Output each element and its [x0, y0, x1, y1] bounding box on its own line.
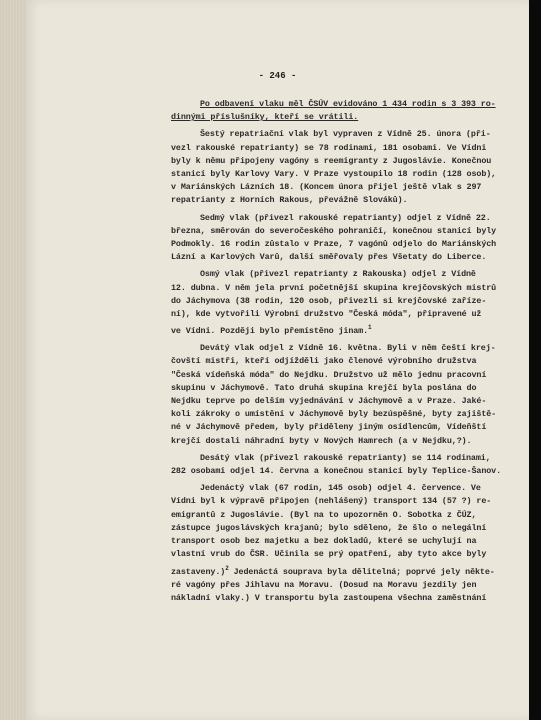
text-line: Vídni byl k výpravě připojen (nehlášený) transport 134 (57 ?) re-	[171, 496, 492, 507]
text-line: čovští mistři, kteří odjížděli jako členové výrobního družstva	[171, 356, 477, 367]
text-line: Desátý vlak (přivezl rakouské repatrianty) se 114 rodinami,	[200, 452, 491, 463]
heading-line: dinnými příslušníky, kteří se vrátili.	[171, 112, 359, 123]
text-line: Osmý vlak (přivezl repatrianty z Rakouska) odjel z Vídně	[200, 269, 476, 280]
text-line: Šestý repatriační vlak byl vypraven z Vídně 25. února (při-	[200, 129, 491, 140]
text-line: ré vagóny přes Jihlavu na Moravu. (Dosud na Moravu jezdily jen	[171, 579, 477, 590]
text-line: v Mariánských Lázních 18. (Koncem února přijel ještě vlak s 297	[171, 182, 482, 193]
paragraph-10th-train	[171, 452, 541, 478]
page-stack-edge	[0, 0, 26, 720]
text-run: zastaveny.)	[171, 566, 226, 577]
text-line	[171, 562, 541, 579]
text-line: byly k němu připojeny vagóny s reemigranty z Jugoslávie. Konečnou	[171, 155, 492, 166]
document-page	[26, 0, 529, 720]
text-line: Devátý vlak odjel z Vídně 16. května. Byli v něm čeští krej-	[200, 343, 496, 354]
paragraph-11th-train	[171, 482, 541, 605]
paragraph-8th-train	[171, 268, 541, 338]
text-line: stanicí byly Karlovy Vary. V Praze vystoupilo 18 rodin (128 osob),	[171, 169, 497, 180]
text-line: krejčí dostali náhradní byty v Nových Hamrech (a v Nejdku,?).	[171, 435, 472, 446]
text-line: né v Jáchymově předem, byly přiděleny jiným osídlencům, Vídeňští	[171, 422, 487, 433]
text-line: koli zákroky o umístění v Jáchymově byly bezúspěšné, byty zajiště-	[171, 409, 497, 420]
text-line: Podmokly. 16 rodin zůstalo v Praze, 7 vagónů odjelo do Mariánských	[171, 239, 497, 250]
text-line: vlastní vrub do ČSR. Učinila se prý opatření, aby tyto akce byly	[171, 549, 487, 560]
text-line	[171, 321, 541, 338]
text-line: transport osob bez majetku a bez dokladů, které se uchylují na	[171, 536, 477, 547]
paragraph-7th-train	[171, 212, 541, 265]
text-line: vezl rakouské repatrianty) se 78 rodinami, 181 osobami. Ve Vídni	[171, 142, 487, 153]
text-line: zástupce jugoslávských krajanů; bylo sděleno, že šlo o nelegální	[171, 522, 487, 533]
text-line: "Česká vídeňská móda" do Nejdku. Družstvo už mělo jednu pracovní	[171, 369, 487, 380]
text-line: emigrantů z Jugoslávie. (Byl na to upozorněn O. Sobotka z ČÚZ,	[171, 509, 477, 520]
text-line: repatrianty z Horních Rakous, převážně Slováků).	[171, 195, 408, 206]
heading-line: Po odbavení vlaku měl ČSÚV evidováno 1 434 rodin s 3 393 ro-	[200, 99, 496, 109]
text-line: Nejdku teprve po delším vyjednávání v Jáchymově a v Praze. Jaké-	[171, 396, 487, 407]
text-line: ní), kde vytvořili Výrobní družstvo "Česká móda", připravené už	[171, 309, 482, 320]
text-line: Lázní a Karlových Varů, další směřovaly přes Všetaty do Liberce.	[171, 252, 487, 263]
footnote-mark: 1	[368, 324, 372, 332]
text-line: Sedmý vlak (přivezl rakouské repatrianty) odjel z Vídně 22.	[200, 212, 491, 223]
page-body	[171, 98, 541, 609]
text-line: Jedenáctý vlak (67 rodin, 145 osob) odjel 4. července. Ve	[200, 483, 481, 494]
paragraph-6th-train	[171, 128, 541, 207]
text-line: 12. dubna. V něm jela první početnější skupina krejčovských mistrů	[171, 282, 497, 293]
page-number: - 246 -	[258, 71, 297, 81]
text-run: ve Vídni. Později bylo přemístěno jinam.	[171, 326, 369, 337]
text-line: nákladní vlaky.) V transportu byla zastoupena všechna zaměstnání	[171, 592, 487, 603]
text-run: Jedenáctá souprava byla dělitelná; poprvé jely někte-	[228, 566, 495, 577]
text-line: do Jáchymova (38 rodin, 120 osob, přivezli si krejčovské zaříze-	[171, 295, 487, 306]
scan-background-edge	[529, 0, 541, 720]
text-line: 282 osobami odjel 14. června a konečnou stanicí byly Teplice-Šanov.	[171, 466, 502, 477]
heading-paragraph	[171, 98, 541, 124]
text-line: skupinu v Jáchymově. Tato druhá skupina krejčí byla poslána do	[171, 382, 477, 393]
text-line: března, směrován do severočeského pohraničí, konečnou stanicí byly	[171, 225, 497, 236]
paragraph-9th-train	[171, 342, 541, 448]
footnote-mark: 2	[225, 564, 229, 572]
